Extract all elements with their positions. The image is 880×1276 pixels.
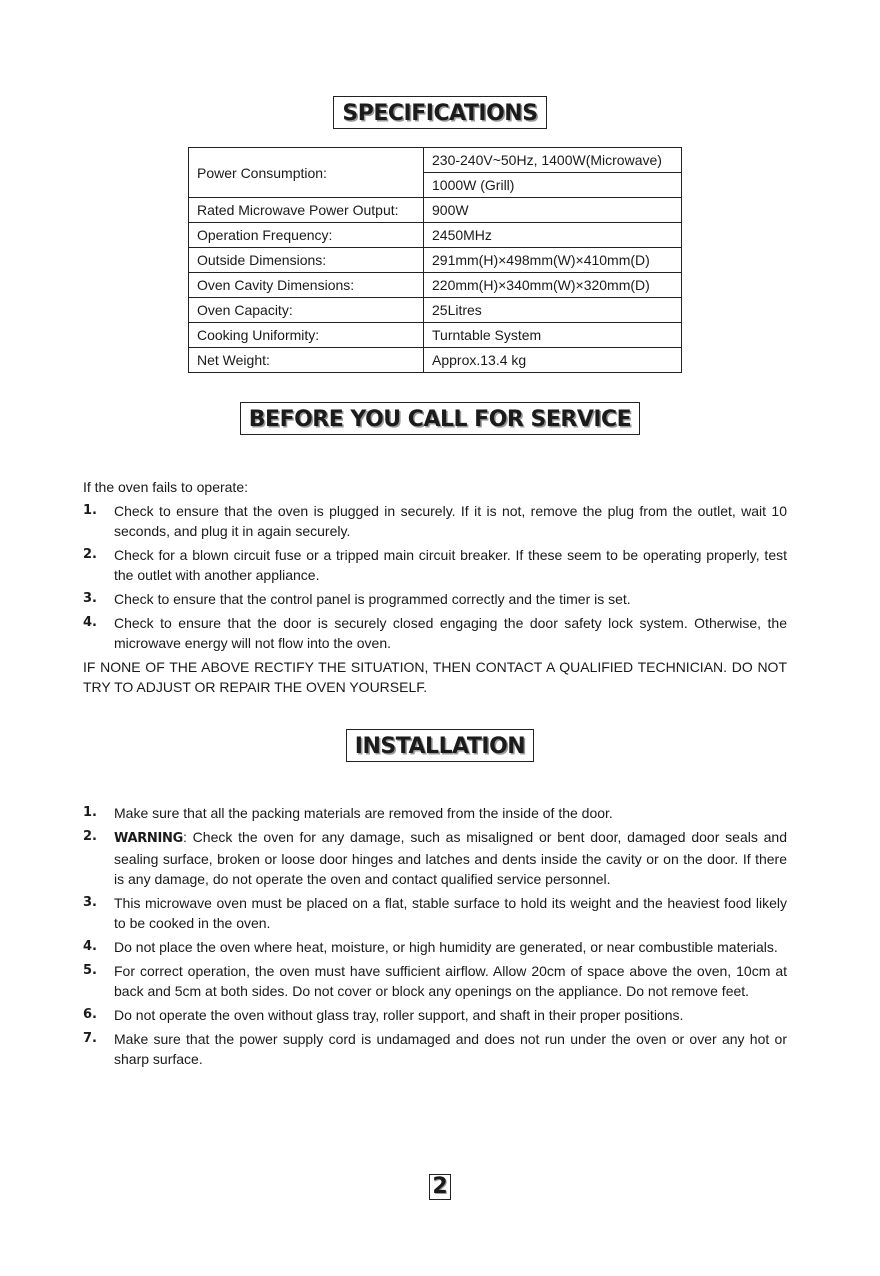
- step-text: Do not place the oven where heat, moisture, or high humidity are generated, or near combustible materials.: [114, 939, 778, 955]
- specifications-heading-wrap: [0, 96, 880, 129]
- spec-label: Net Weight:: [189, 348, 424, 373]
- spec-row: [189, 323, 682, 348]
- step-number: 3.: [83, 895, 97, 910]
- step-text: Make sure that the power supply cord is undamaged and does not run under the oven or over any hot or sharp surface.: [114, 1031, 787, 1067]
- step-text: Check to ensure that the oven is plugged in securely. If it is not, remove the plug from the outlet, wait 10 seconds, and plug it in again securely.: [114, 503, 787, 539]
- list-item: [83, 803, 787, 823]
- spec-value: 220mm(H)×340mm(W)×320mm(D): [424, 273, 682, 298]
- list-item: [83, 545, 787, 585]
- spec-label: Power Consumption:: [189, 148, 424, 198]
- page-number: 2: [429, 1174, 450, 1200]
- spec-value: 291mm(H)×498mm(W)×410mm(D): [424, 248, 682, 273]
- step-number: 5.: [83, 963, 97, 978]
- step-number: 2.: [83, 829, 97, 844]
- step-number: 4.: [83, 615, 97, 630]
- spec-value: Approx.13.4 kg: [424, 348, 682, 373]
- spec-value: 2450MHz: [424, 223, 682, 248]
- service-note: IF NONE OF THE ABOVE RECTIFY THE SITUATION, THEN CONTACT A QUALIFIED TECHNICIAN. DO NOT TRY TO ADJUST OR REPAIR THE OVEN YOURSELF.: [83, 659, 787, 695]
- list-item: [83, 1005, 787, 1025]
- step-number: 3.: [83, 591, 97, 606]
- spec-value: 25Litres: [424, 298, 682, 323]
- installation-heading: INSTALLATION: [346, 729, 534, 762]
- list-item: [83, 827, 787, 889]
- installation-heading-wrap: [0, 729, 880, 762]
- step-text: Check to ensure that the door is securely closed engaging the door safety lock system. Otherwise, the microwave energy will not flow into the oven.: [114, 615, 787, 651]
- spec-label: Cooking Uniformity:: [189, 323, 424, 348]
- spec-row: [189, 248, 682, 273]
- installation-section: [83, 803, 787, 1073]
- spec-row: [189, 223, 682, 248]
- step-text: Check for a blown circuit fuse or a tripped main circuit breaker. If these seem to be operating properly, test the outlet with another appliance.: [114, 547, 787, 583]
- step-text: This microwave oven must be placed on a flat, stable surface to hold its weight and the heaviest food likely to be cooked in the oven.: [114, 895, 787, 931]
- list-item: [83, 1029, 787, 1069]
- step-text: Do not operate the oven without glass tray, roller support, and shaft in their proper positions.: [114, 1007, 684, 1023]
- service-heading: BEFORE YOU CALL FOR SERVICE: [240, 402, 640, 435]
- step-text: : Check the oven for any damage, such as misaligned or bent door, damaged door seals and sealing surface, broken or loose door hinges and latches and dents inside the cavity or on the door. If there is any damage, do not operate the oven and contact qualified service personnel.: [114, 829, 787, 887]
- spec-label: Outside Dimensions:: [189, 248, 424, 273]
- spec-row: [189, 348, 682, 373]
- spec-row: [189, 198, 682, 223]
- spec-label: Operation Frequency:: [189, 223, 424, 248]
- service-steps-list: [83, 501, 787, 653]
- step-number: 2.: [83, 547, 97, 562]
- spec-row-power: [189, 148, 682, 173]
- list-item: [83, 961, 787, 1001]
- spec-row: [189, 273, 682, 298]
- page-number-wrap: [0, 1174, 880, 1200]
- service-section: [83, 477, 787, 701]
- spec-value: 230-240V~50Hz, 1400W(Microwave): [424, 148, 682, 173]
- list-item: [83, 589, 787, 609]
- spec-value: 1000W (Grill): [424, 173, 682, 198]
- spec-label: Rated Microwave Power Output:: [189, 198, 424, 223]
- list-item: [83, 613, 787, 653]
- specifications-heading: SPECIFICATIONS: [333, 96, 546, 129]
- spec-value: 900W: [424, 198, 682, 223]
- spec-row: [189, 298, 682, 323]
- spec-value: Turntable System: [424, 323, 682, 348]
- step-text: Check to ensure that the control panel is programmed correctly and the timer is set.: [114, 591, 631, 607]
- step-text: Make sure that all the packing materials are removed from the inside of the door.: [114, 805, 613, 821]
- step-number: 7.: [83, 1031, 97, 1046]
- warning-label: WARNING: [114, 831, 183, 846]
- service-heading-wrap: [0, 402, 880, 435]
- step-number: 1.: [83, 805, 97, 820]
- spec-label: Oven Cavity Dimensions:: [189, 273, 424, 298]
- spec-label: Oven Capacity:: [189, 298, 424, 323]
- installation-steps-list: [83, 803, 787, 1069]
- step-text: For correct operation, the oven must have sufficient airflow. Allow 20cm of space above the oven, 10cm at back and 5cm at both sides. Do not cover or block any openings on the appliance. Do not remove feet.: [114, 963, 787, 999]
- service-intro: If the oven fails to operate:: [83, 479, 248, 495]
- list-item: [83, 937, 787, 957]
- specifications-table: [188, 147, 682, 373]
- list-item: [83, 893, 787, 933]
- list-item: [83, 501, 787, 541]
- step-number: 1.: [83, 503, 97, 518]
- step-number: 6.: [83, 1007, 97, 1022]
- step-number: 4.: [83, 939, 97, 954]
